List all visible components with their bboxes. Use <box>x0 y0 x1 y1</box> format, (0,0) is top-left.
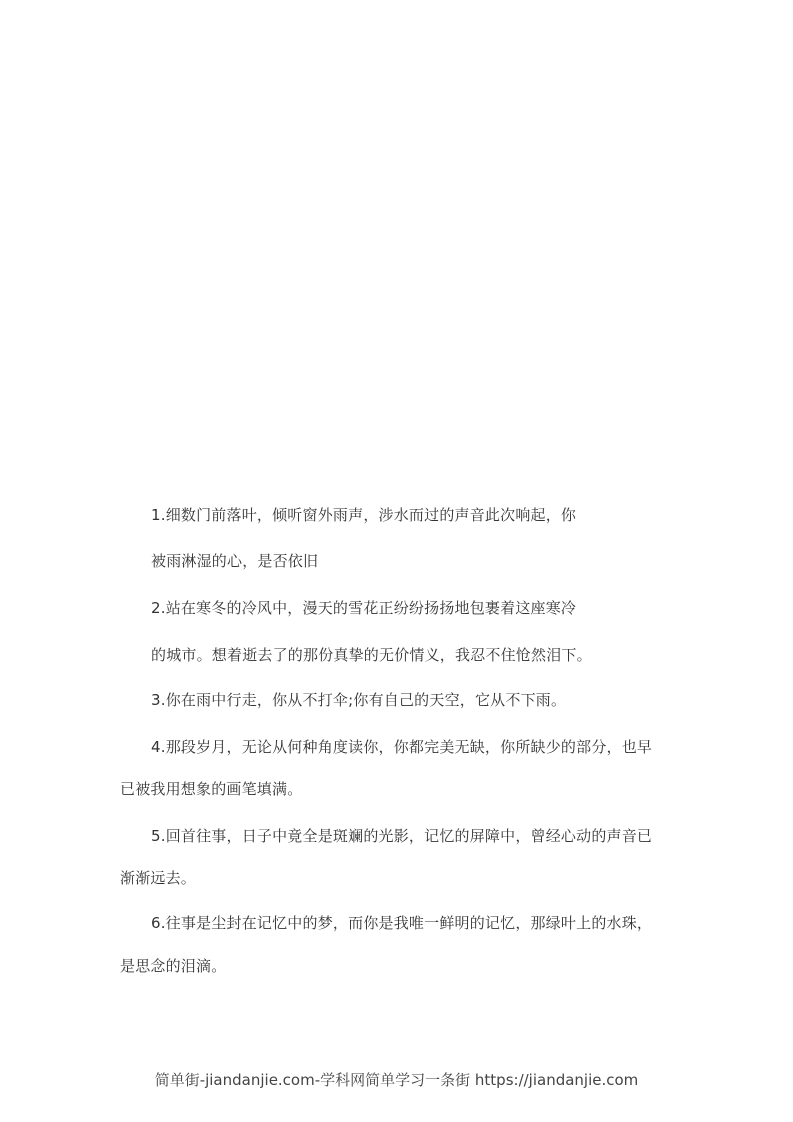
paragraph-2-line-2: 的城市。想着逝去了的那份真挚的无价情义，我忍不住怆然泪下。 <box>151 646 592 664</box>
paragraph-4-line-2: 已被我用想象的画笔填满。 <box>120 780 303 798</box>
paragraph-3-line-1: 3.你在雨中行走，你从不打伞;你有自己的天空，它从不下雨。 <box>151 691 567 709</box>
paragraph-1-line-2: 被雨淋湿的心，是否依旧 <box>151 552 319 570</box>
paragraph-6-line-1: 6.往事是尘封在记忆中的梦，而你是我唯一鲜明的记忆，那绿叶上的水珠， <box>151 914 653 932</box>
paragraph-2-line-1: 2.站在寒冬的冷风中，漫天的雪花正纷纷扬扬地包裹着这座寒冷 <box>151 599 577 617</box>
footer-watermark-text: 简单街-jiandanjie.com-学科网简单学习一条街 https://jiandanjie.com <box>154 1071 639 1089</box>
paragraph-5-line-1: 5.回首往事，日子中竟全是斑斓的光影，记忆的屏障中，曾经心动的声音已 <box>151 827 653 845</box>
paragraph-6-line-2: 是思念的泪滴。 <box>120 957 227 975</box>
paragraph-1-line-1: 1.细数门前落叶，倾听窗外雨声，涉水而过的声音此次响起，你 <box>151 506 577 524</box>
paragraph-5-line-2: 渐渐远去。 <box>120 869 197 887</box>
paragraph-4-line-1: 4.那段岁月，无论从何种角度读你，你都完美无缺，你所缺少的部分，也早 <box>151 738 653 756</box>
